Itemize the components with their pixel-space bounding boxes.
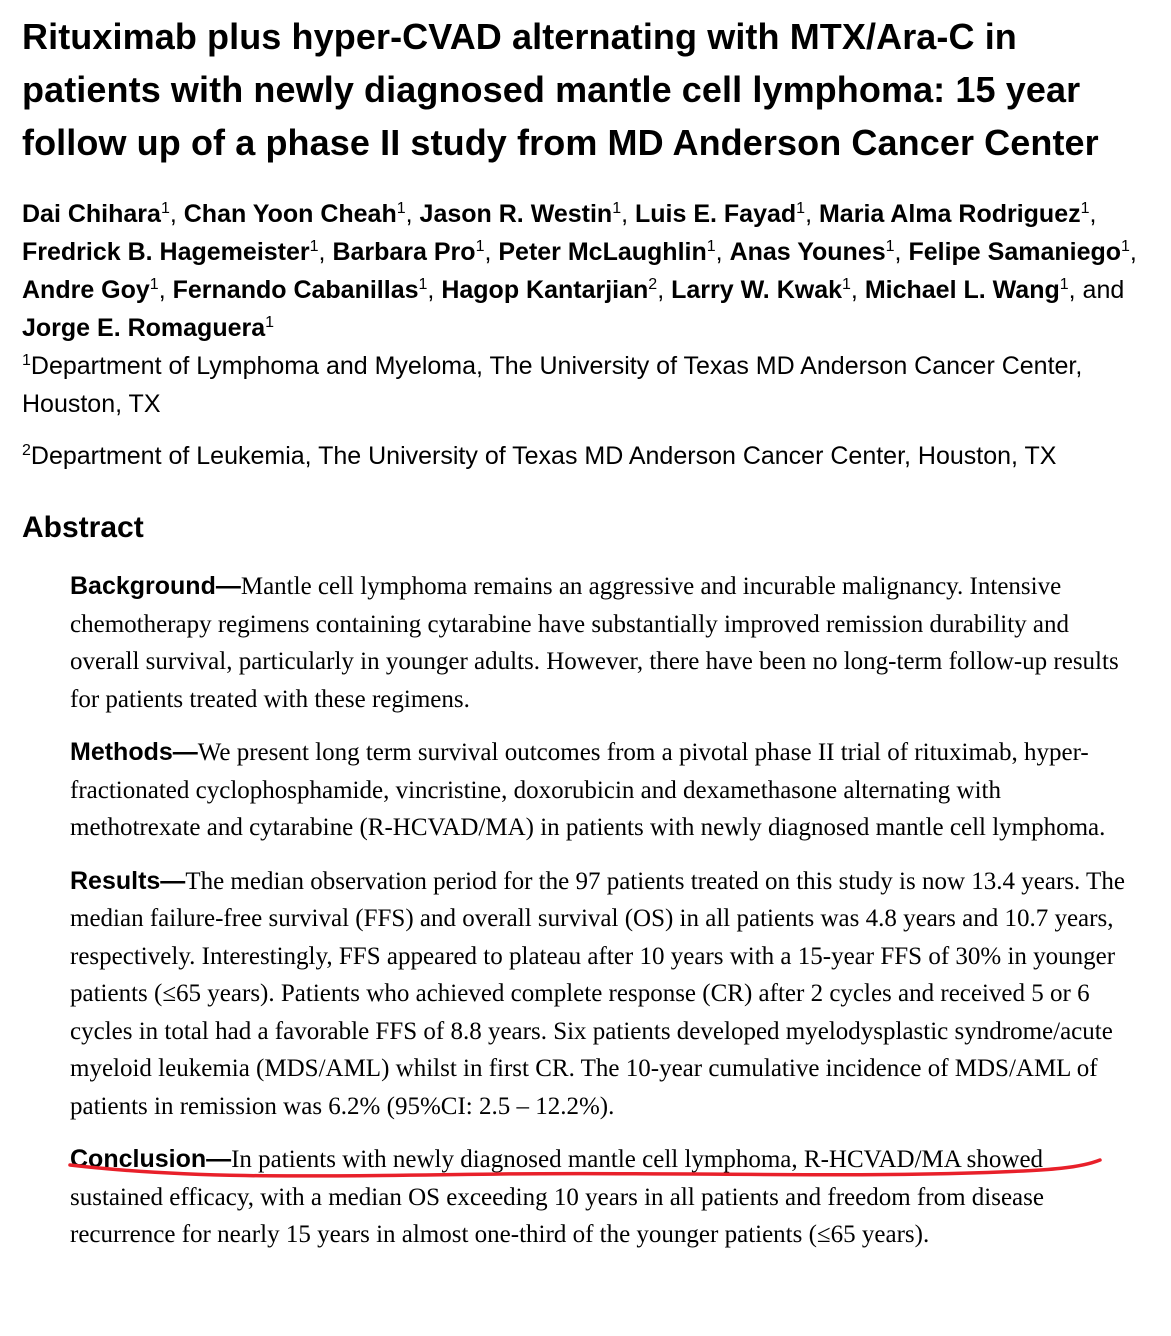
abstract-heading: Abstract [22,511,144,544]
affiliation-1 [22,347,1157,423]
author-separator: , [169,200,184,228]
author-affiliation-mark: 1 [1121,238,1130,255]
author-separator: , [427,276,442,304]
author-affiliation-mark: 1 [396,200,406,217]
author-affiliation-mark: 1 [149,276,159,293]
author-separator: , [1089,200,1097,228]
section-label: Conclusion— [70,1145,232,1173]
author-name: Michael L. Wang [864,276,1060,304]
author-list [22,195,1157,347]
author-separator: , [805,200,819,228]
author-separator: , [657,276,672,304]
section-text: The median observation period for the 97 patients treated on this study is now 13.4 years. The median failure-free survival (FFS) and overall survival (OS) in all patients was 4.8 years and 10.7 years, respectively. Interestingly, FFS appeared to plateau after 10 years with a 15-year FFS of 30% in younger patients (≤65 years). Patients who achieved complete response (CR) after 2 cycles and received 5 or 6 cycles in total had a favorable FFS of 8.8 years. Six patients developed myelodysplastic syndrome/acute myeloid leukemia (MDS/AML) whilst in first CR. The 10-year cumulative incidence of MDS/AML of patients in remission was 6.2% (95%CI: 2.5 – 12.2%). [70,867,1125,1120]
paper-title: Rituximab plus hyper-CVAD alternating with MTX/Ara-C in patients with newly diagnosed mantle cell lymphoma: 15 year follow up of a phase II study from MD Anderson Cancer Center [22,16,1099,163]
author-affiliation-mark: 2 [648,276,658,293]
author-separator: , [1129,238,1137,266]
paper-page [22,10,1157,1254]
author-name: Larry W. Kwak [671,276,843,304]
author-affiliation-mark: 1 [885,238,895,255]
author-separator: , [158,276,173,304]
author-separator: , [484,238,499,266]
section-text: We present long term survival outcomes from a pivotal phase II trial of rituximab, hyper-fractionated cyclophosphamide, vincristine, doxorubicin and dexamethasone alternating with methotrexate and cytarabine (R-HCVAD/MA) in patients with newly diagnosed mantle cell lymphoma. [70,739,1106,841]
author-name: Barbara Pro [332,238,476,266]
author-name: Fernando Cabanillas [172,276,419,304]
affiliation-text: Department of Leukemia, The University of Texas MD Anderson Cancer Center, Houston, TX [30,442,1057,470]
author-name: Jason R. Westin [419,200,613,228]
author-affiliation-mark: 1 [309,238,319,255]
author-separator: , [850,276,865,304]
author-separator: , [318,238,333,266]
author-name: Anas Younes [729,238,886,266]
author-separator: , [715,238,730,266]
section-text: Mantle cell lymphoma remains an aggressive and incurable malignancy. Intensive chemotherapy regimens containing cytarabine have substantially improved remission durability and overall survival, particularly in younger adults. However, there have been no long-term follow-up results for patients treated with these regimens. [70,573,1119,713]
section-label: Methods— [70,738,198,766]
section-text: In patients with newly diagnosed mantle cell lymphoma, R-HCVAD/MA showed sustained efficacy, with a median OS exceeding 10 years in all patients and freedom from disease recurrence for nearly 15 years in almost one-third of the younger patients (≤65 years). [70,1146,1044,1248]
author-name: Hagop Kantarjian [441,276,649,304]
author-separator: , and [1068,276,1125,304]
author-affiliation-mark: 1 [1059,276,1069,293]
author-affiliation-mark: 1 [796,200,806,217]
author-name: Jorge E. Romaguera [22,314,266,342]
author-name: Fredrick B. Hagemeister [22,238,310,266]
author-affiliation-mark: 1 [265,314,275,331]
author-name: Maria Alma Rodriguez [818,200,1081,228]
section-label: Background— [70,572,241,600]
affiliation-mark: 2 [22,442,31,459]
affiliation-2 [22,437,1157,475]
author-affiliation-mark: 1 [418,276,428,293]
author-affiliation-mark: 1 [706,238,716,255]
abstract-conclusion [70,1141,1130,1254]
author-name: Chan Yoon Cheah [183,200,397,228]
author-separator: , [405,200,420,228]
author-separator: , [621,200,635,228]
author-affiliation-mark: 1 [842,276,851,293]
author-name: Luis E. Fayad [635,200,797,228]
author-name: Peter McLaughlin [498,238,707,266]
author-name: Andre Goy [22,276,150,304]
abstract-methods [70,734,1130,847]
section-label: Results— [70,866,186,895]
author-affiliation-mark: 1 [475,238,485,255]
author-name: Dai Chihara [22,200,161,228]
affiliation-text: Department of Lymphoma and Myeloma, The University of Texas MD Anderson Cancer Center, Houston, TX [22,352,1083,418]
author-name: Felipe Samaniego [908,238,1122,266]
author-separator: , [894,238,909,266]
abstract-results [70,863,1130,1126]
author-affiliation-mark: 1 [160,200,170,217]
abstract-background [70,568,1130,718]
author-affiliation-mark: 1 [612,200,622,217]
affiliation-mark: 1 [22,352,31,369]
author-affiliation-mark: 1 [1080,200,1090,217]
